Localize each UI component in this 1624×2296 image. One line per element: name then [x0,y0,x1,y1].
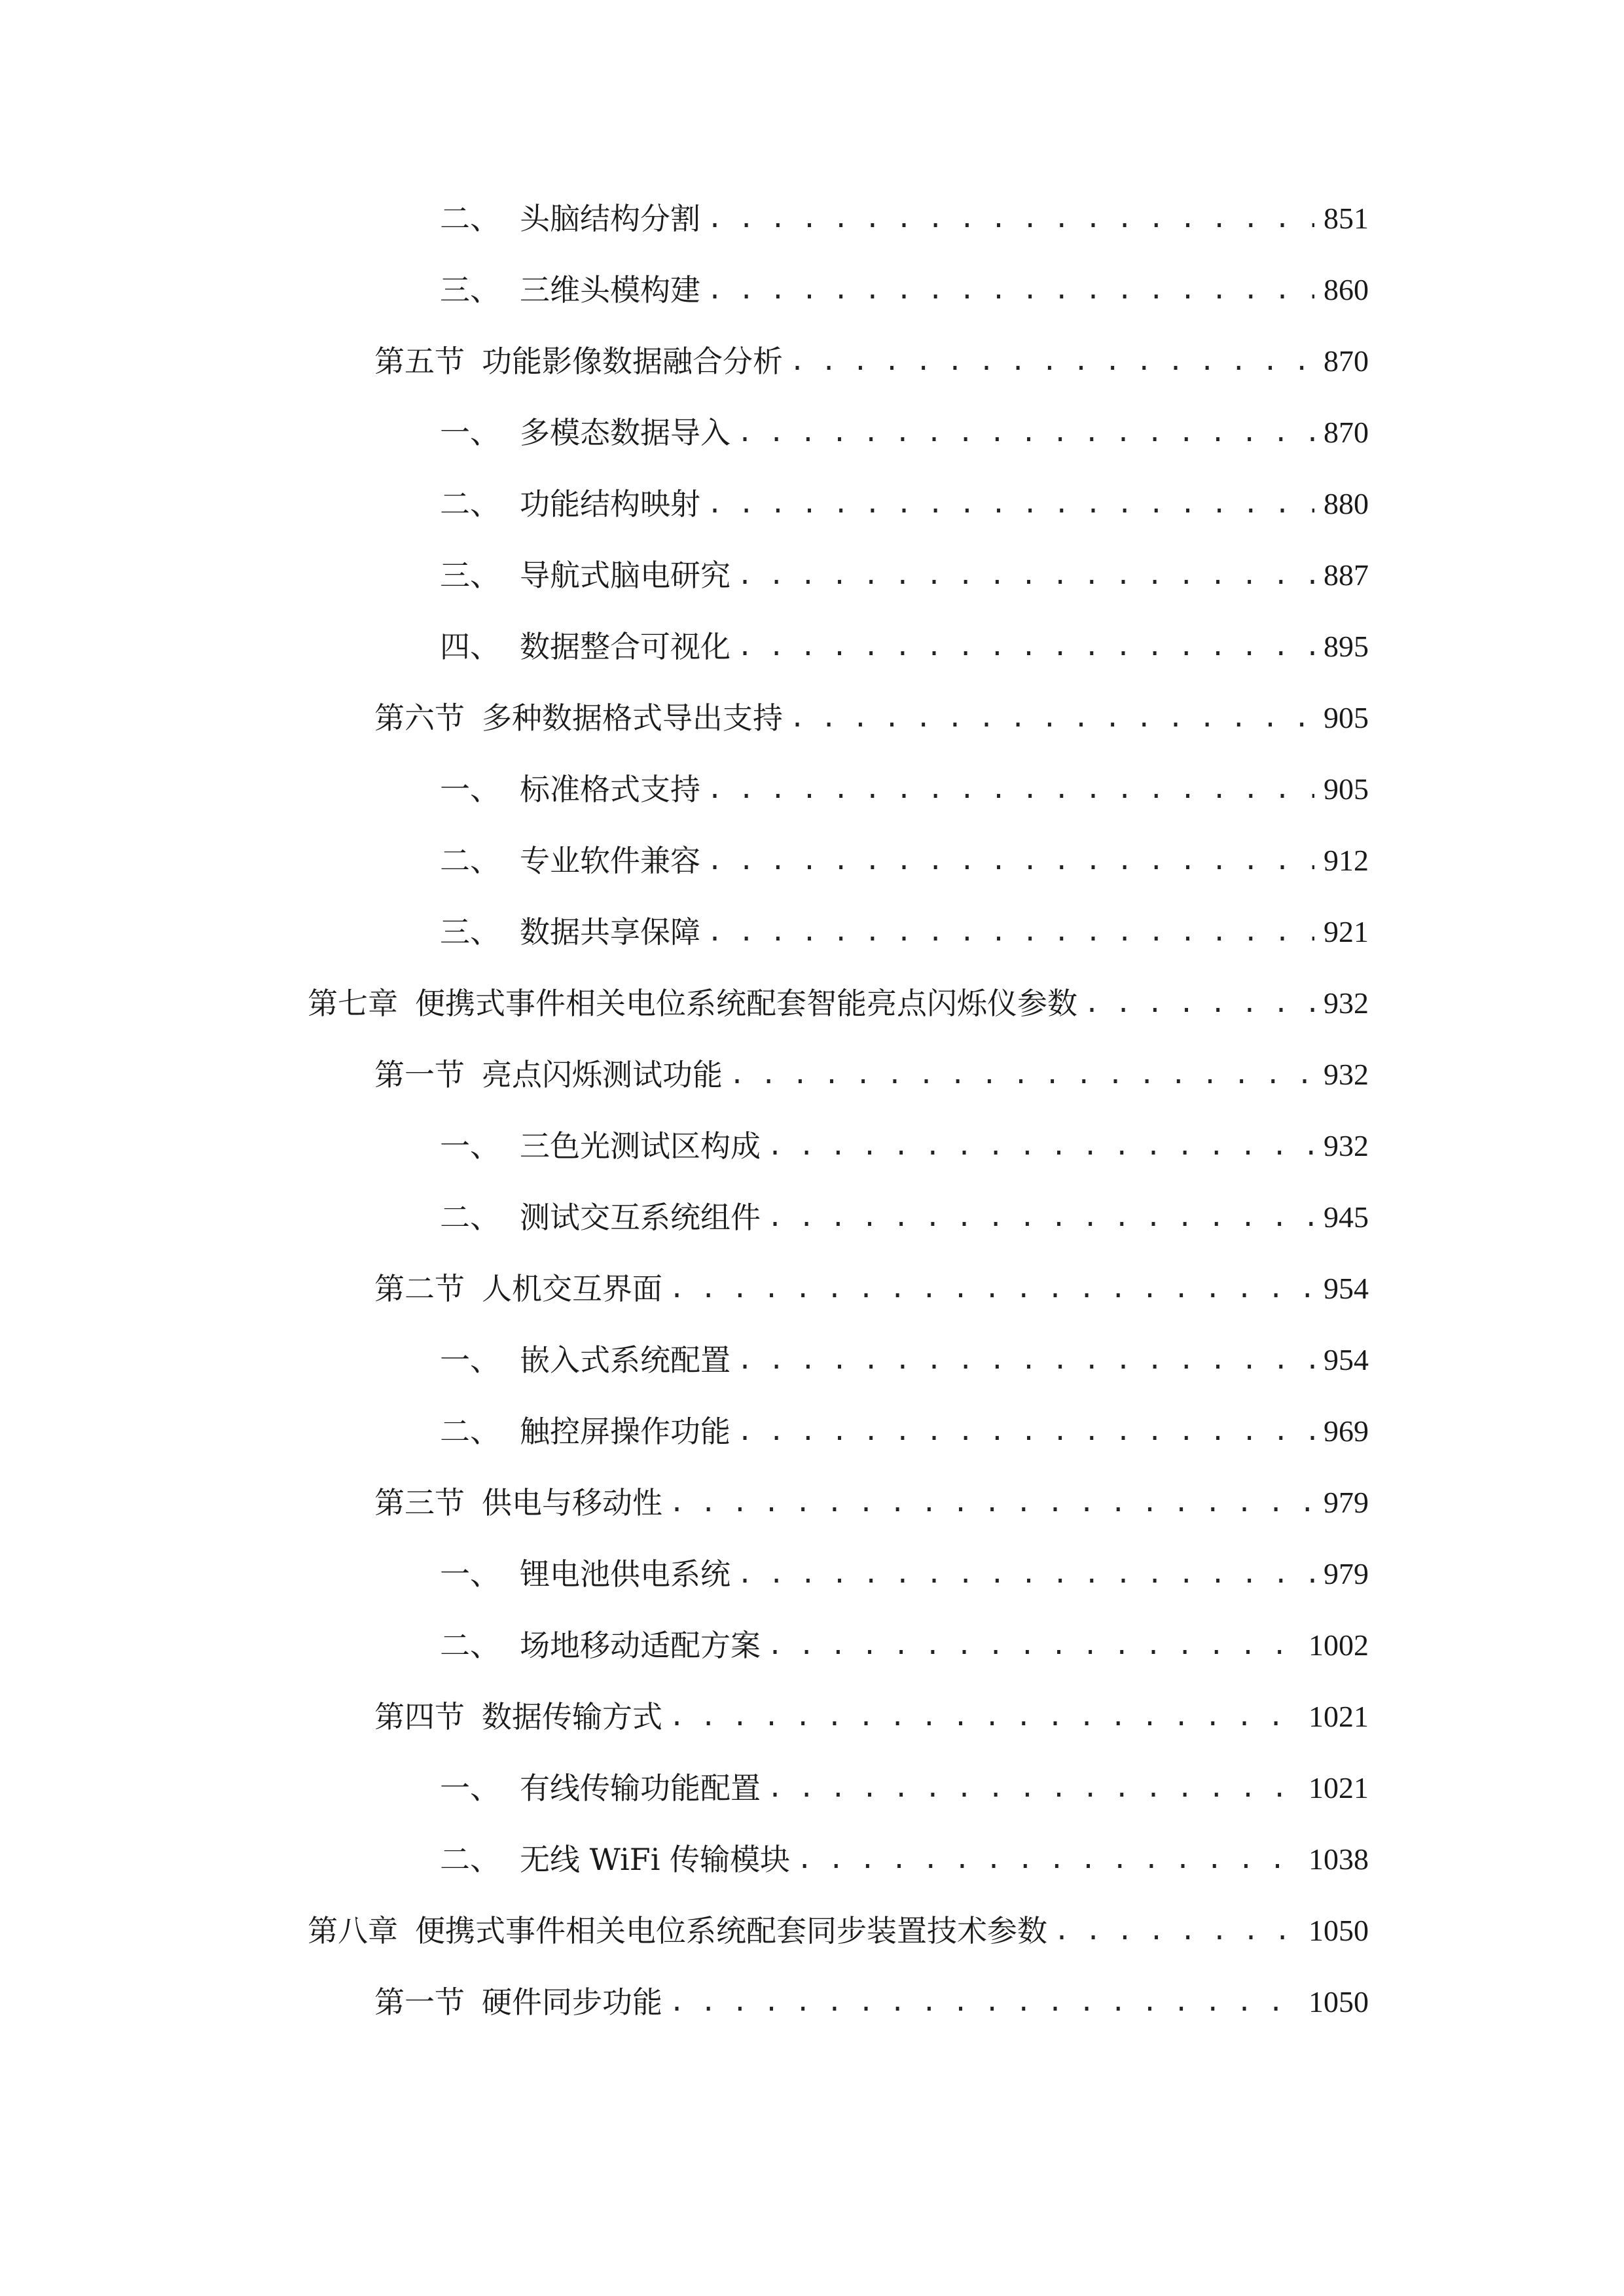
toc-entry[interactable] [440,838,1369,884]
toc-entry-number: 第三节 [374,1485,465,1520]
toc-entry-label [440,838,700,884]
toc-entry[interactable] [440,1194,1369,1240]
toc-entry-label [440,1408,731,1454]
toc-entry[interactable] [440,196,1369,242]
toc-entry-number: 一、 [440,1556,500,1592]
toc-entry-page-number: 979 [1324,1557,1369,1590]
toc-entry-label [308,1908,1047,1954]
toc-entry-title: 数据共享保障 [520,914,700,950]
toc-entry-number: 第一节 [374,1984,465,2020]
toc-entry-number: 一、 [440,1342,500,1378]
dot-leader [737,1408,1314,1454]
toc-entry[interactable] [374,1480,1369,1526]
toc-entry-page-number: 969 [1324,1414,1369,1448]
toc-entry-number: 二、 [440,843,500,878]
toc-entry[interactable] [440,1408,1369,1454]
toc-entry[interactable] [374,338,1369,384]
dot-leader [669,1979,1299,2025]
toc-entry[interactable] [440,1765,1369,1811]
toc-entry-title: 便携式事件相关电位系统配套同步装置技术参数 [415,1913,1047,1948]
dot-leader [1084,980,1314,1026]
toc-entry-title: 三维头模构建 [520,272,700,308]
toc-entry-page-number: 880 [1324,487,1369,520]
toc-entry-label [440,1837,790,1882]
toc-entry-label [440,552,731,598]
toc-entry-title: 头脑结构分割 [520,201,700,236]
dot-leader [737,410,1314,456]
toc-entry-page-number: 1050 [1308,1985,1369,2018]
dot-leader [789,338,1314,384]
toc-entry-label [374,338,783,384]
toc-entry-title: 功能影像数据融合分析 [482,344,783,379]
dot-leader [767,1194,1314,1240]
toc-entry-title: 锂电池供电系统 [520,1556,731,1592]
toc-entry-number: 四、 [440,629,500,664]
toc-entry-label [308,980,1077,1026]
toc-entry[interactable] [440,624,1369,670]
toc-entry-number: 第七章 [308,986,398,1021]
toc-entry-page-number: 912 [1324,844,1369,877]
toc-entry[interactable] [308,980,1369,1026]
toc-entry-page-number: 932 [1324,1058,1369,1091]
dot-leader [789,695,1314,741]
toc-entry-page-number: 870 [1324,416,1369,449]
toc-entry-page-number: 870 [1324,344,1369,378]
toc-entry-number: 三、 [440,272,500,308]
dot-leader [707,196,1314,242]
toc-entry-title: 数据整合可视化 [520,629,731,664]
toc-entry-title: 亮点闪烁测试功能 [482,1057,723,1092]
toc-entry[interactable] [440,1551,1369,1597]
toc-entry-title: 功能结构映射 [520,486,700,522]
toc-entry-label [440,624,731,670]
toc-entry-page-number: 1021 [1308,1700,1369,1733]
toc-entry-title: 三色光测试区构成 [520,1128,761,1164]
dot-leader [669,1480,1314,1526]
toc-entry-number: 二、 [440,1414,500,1449]
toc-entry-number: 第二节 [374,1271,465,1306]
toc-entry[interactable] [440,1623,1369,1668]
toc-entry-number: 一、 [440,772,500,807]
toc-entry[interactable] [440,766,1369,812]
toc-entry-page-number: 1050 [1308,1914,1369,1947]
toc-entry-page-number: 932 [1324,986,1369,1020]
toc-entry-title: 人机交互界面 [482,1271,662,1306]
toc-entry[interactable] [440,909,1369,955]
toc-entry-page-number: 905 [1324,772,1369,806]
toc-entry-label [440,1551,731,1597]
dot-leader [737,1551,1314,1597]
toc-entry[interactable] [440,1337,1369,1383]
toc-entry-label [440,410,731,456]
toc-entry[interactable] [374,695,1369,741]
toc-entry-number: 三、 [440,558,500,593]
toc-entry[interactable] [440,1123,1369,1169]
toc-entry-title: 有线传输功能配置 [520,1770,761,1806]
toc-entry-title: 导航式脑电研究 [520,558,731,593]
toc-entry-label [440,267,700,313]
toc-entry-label [374,1480,662,1526]
toc-entry-number: 第五节 [374,344,465,379]
toc-entry-title: 多模态数据导入 [520,415,731,450]
toc-entry-title: 场地移动适配方案 [520,1628,761,1663]
toc-entry-number: 二、 [440,1628,500,1663]
toc-entry-number: 三、 [440,914,500,950]
toc-entry-label [374,1979,662,2025]
toc-entry[interactable] [440,552,1369,598]
toc-entry-number: 一、 [440,1128,500,1164]
toc-entry-label [440,196,700,242]
toc-entry[interactable] [374,1694,1369,1740]
toc-entry-label [440,1123,761,1169]
toc-entry-page-number: 945 [1324,1200,1369,1234]
toc-entry-page-number: 979 [1324,1486,1369,1519]
dot-leader [797,1837,1299,1882]
dot-leader [669,1694,1299,1740]
toc-entry-page-number: 954 [1324,1272,1369,1305]
toc-entry-label [440,766,700,812]
toc-entry-number: 第八章 [308,1913,398,1948]
toc-entry-title: 测试交互系统组件 [520,1200,761,1235]
toc-entry-number: 二、 [440,1200,500,1235]
toc-entry-page-number: 905 [1324,701,1369,734]
toc-entry-label [440,481,700,527]
toc-entry-page-number: 1002 [1308,1628,1369,1662]
toc-entry-label [440,1337,731,1383]
toc-entry-title: 标准格式支持 [520,772,700,807]
toc-entry-label [374,1052,723,1098]
toc-entry-page-number: 895 [1324,630,1369,663]
dot-leader [737,552,1314,598]
toc-entry-number: 二、 [440,201,500,236]
toc-entry-page-number: 932 [1324,1129,1369,1162]
toc-entry[interactable] [440,267,1369,313]
toc-entry-label [374,695,783,741]
toc-entry-title: 无线 WiFi 传输模块 [520,1842,791,1877]
dot-leader [737,1337,1314,1383]
toc-entry-title: 便携式事件相关电位系统配套智能亮点闪烁仪参数 [415,986,1077,1021]
toc-entry-page-number: 851 [1324,202,1369,235]
toc-entry-title: 触控屏操作功能 [520,1414,731,1449]
toc-entry-number: 第四节 [374,1699,465,1734]
toc-entry-number: 第六节 [374,700,465,736]
dot-leader [707,267,1314,313]
toc-entry-number: 二、 [440,486,500,522]
toc-entry-label [440,909,700,955]
toc-entry[interactable] [440,481,1369,527]
toc-entry-title: 硬件同步功能 [482,1984,662,2020]
dot-leader [669,1266,1314,1312]
toc-entry-page-number: 887 [1324,558,1369,592]
toc-entry-page-number: 954 [1324,1343,1369,1376]
toc-entry-page-number: 860 [1324,273,1369,306]
toc-entry-title: 专业软件兼容 [520,843,700,878]
toc-entry[interactable] [374,1052,1369,1098]
dot-leader [707,481,1314,527]
toc-entry-number: 一、 [440,1770,500,1806]
toc-entry[interactable] [374,1979,1369,2025]
toc-entry-number: 二、 [440,1842,500,1877]
toc-entry[interactable] [440,410,1369,456]
dot-leader [767,1765,1299,1811]
dot-leader [767,1623,1299,1668]
toc-entry-label [440,1194,761,1240]
dot-leader [737,624,1314,670]
dot-leader [707,766,1314,812]
toc-entry-label [440,1765,761,1811]
toc-entry-page-number: 1021 [1308,1771,1369,1804]
toc-entry[interactable] [374,1266,1369,1312]
dot-leader [1054,1908,1299,1954]
dot-leader [729,1052,1314,1098]
dot-leader [707,909,1314,955]
toc-entry[interactable] [440,1837,1369,1882]
toc-entry-title: 数据传输方式 [482,1699,662,1734]
toc-entry-number: 一、 [440,415,500,450]
dot-leader [767,1123,1314,1169]
toc-entry-label [440,1623,761,1668]
toc-entry-title: 多种数据格式导出支持 [482,700,783,736]
dot-leader [707,838,1314,884]
toc-entry-label [374,1694,662,1740]
toc-entry-label [374,1266,662,1312]
toc-entry-number: 第一节 [374,1057,465,1092]
toc-entry-title: 嵌入式系统配置 [520,1342,731,1378]
toc-entry-title: 供电与移动性 [482,1485,662,1520]
toc-entry-page-number: 1038 [1308,1842,1369,1876]
toc-entry-page-number: 921 [1324,915,1369,948]
toc-entry[interactable] [308,1908,1369,1954]
